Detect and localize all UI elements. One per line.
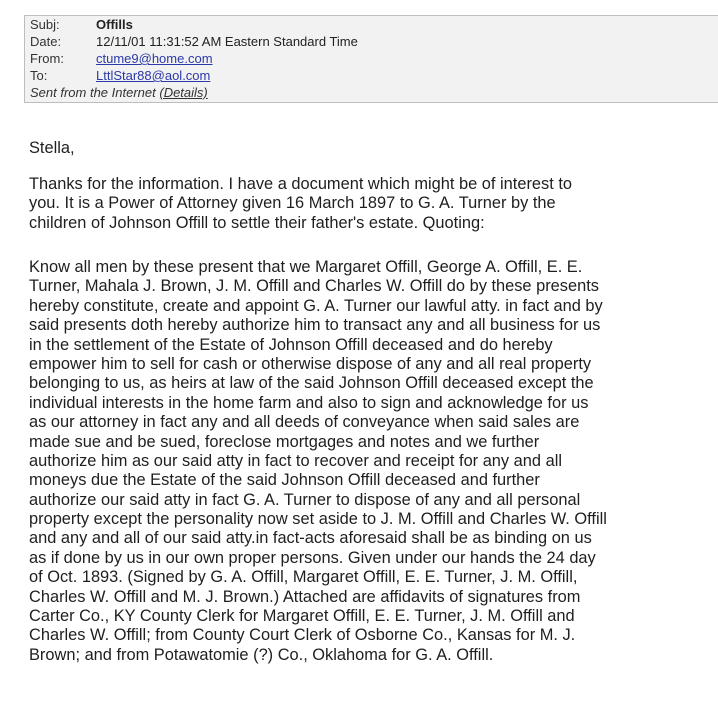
email-header [24,15,718,103]
paragraph-line: Know all men by these present that we Margaret Offill, George A. Offill, E. E. [29,258,583,276]
to-email-link[interactable]: LttlStar88@aol.com [96,68,211,83]
to-label: To: [30,68,48,83]
paragraph-line: authorize him as our said atty in fact to recover and receipt for any and all [29,451,562,470]
paragraph-line: said presents doth hereby authorize him to transact any and all business for us [29,316,601,335]
paragraph-line: Thanks for the information. I have a document which might be of interest to [29,175,572,193]
date-label: Date: [30,34,62,49]
paragraph-line: individual interests in the home farm and also to sign and acknowledge for us [29,393,589,412]
paragraph-line: belonging to us, as heirs at law of the said Johnson Offill deceased except the [29,374,594,393]
paragraph-line: empower him to sell for cash or otherwise dispose of any and all real property [29,354,592,373]
date-value: 12/11/01 11:31:52 AM Eastern Standard Time [96,34,358,49]
paragraph-line: as our attorney in fact any and all deeds of conveyance when said sales are [29,413,580,432]
paragraph-line: children of Johnson Offill to settle their father's estate. Quoting: [29,213,485,232]
greeting [29,139,715,158]
paragraph-line: in the settlement of the Estate of Johnson Offill deceased and do hereby [29,335,553,354]
from-row [30,50,213,67]
to-row [30,67,210,84]
paragraph-line: Carter Co., KY County Clerk for Margaret Offill, E. E. Turner, J. M. Offill and [29,607,575,626]
sent-from-text: Sent from the Internet [30,85,156,100]
paragraph-line: authorize our said atty in fact G. A. Turner to dispose of any and all personal [29,490,581,509]
paragraph-line: hereby constitute, create and appoint G. A. Turner our lawful atty. in fact and by [29,296,603,315]
paragraph-line: as if done by us in our own proper persons. Given under our hands the 24 day [29,548,596,567]
date-row [30,33,358,50]
sent-row [30,84,208,101]
from-email-link[interactable]: ctume9@home.com [96,51,213,66]
paragraph-line: of Oct. 1893. (Signed by G. A. Offill, Margaret Offill, E. E. Turner, J. M. Offill, [29,568,578,587]
paragraph-line: Turner, Mahala J. Brown, J. M. Offill and Charles W. Offill do by these presents [29,277,599,296]
paragraph-line: moneys due the Estate of the said Johnson Offill deceased and further [29,471,540,490]
subject-row [30,16,133,33]
subject-label: Subj: [30,17,60,32]
paragraph-quote [29,258,715,665]
subject-value: Offills [96,17,133,32]
details-link[interactable]: (Details) [159,85,208,100]
paragraph-line: made sue and be sued, foreclose mortgages and notes and we further [29,432,540,451]
greeting-line: Stella, [29,139,75,157]
paragraph-line: and any and all of our said atty.in fact-acts aforesaid shall be as binding on us [29,529,592,548]
paragraph-line: Charles W. Offill; from County Court Clerk of Osborne Co., Kansas for M. J. [29,626,576,645]
from-label: From: [30,51,64,66]
paragraph-line: property except the personality now set aside to J. M. Offill and Charles W. Offill [29,510,607,529]
paragraph-line: Charles W. Offill and M. J. Brown.) Attached are affidavits of signatures from [29,587,581,606]
paragraph-line: you. It is a Power of Attorney given 16 March 1897 to G. A. Turner by the [29,194,556,213]
paragraph-line: Brown; and from Potawatomie (?) Co., Oklahoma for G. A. Offill. [29,645,494,664]
paragraph-intro [29,175,715,233]
